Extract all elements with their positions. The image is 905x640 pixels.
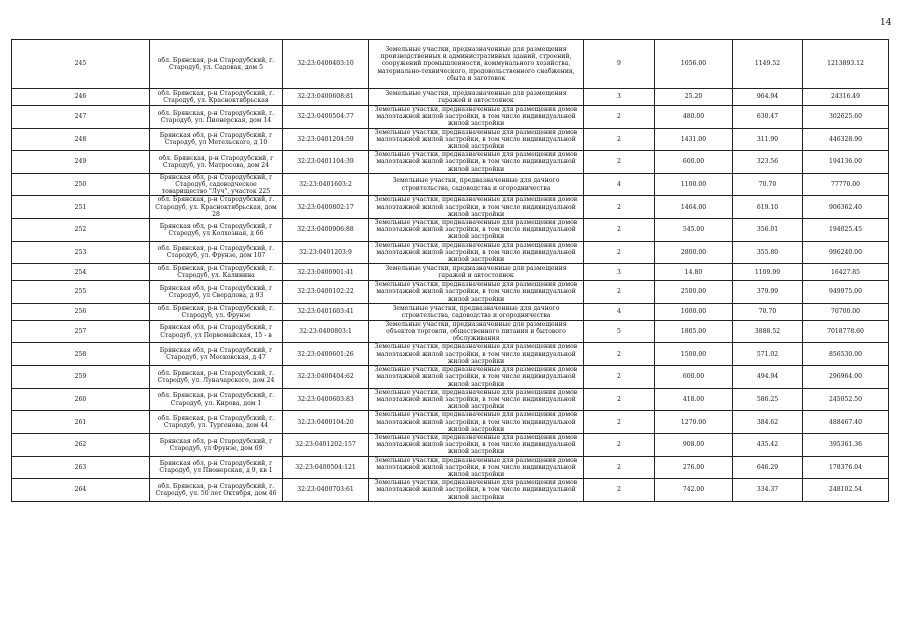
row-number-cell: 254 <box>12 264 150 281</box>
row-number-cell: 262 <box>12 433 150 456</box>
group-cell: 2 <box>584 411 655 434</box>
cadastral-number-cell: 32:23:0400603:83 <box>283 388 369 411</box>
cadastral-number-cell: 32:23:0400703:61 <box>283 479 369 502</box>
row-number-cell: 252 <box>12 219 150 242</box>
row-number-cell: 251 <box>12 196 150 219</box>
table-row <box>12 264 889 281</box>
row-number-cell: 260 <box>12 388 150 411</box>
cadastral-number-cell: 32:23:0401603:2 <box>283 173 369 196</box>
cadastral-value-cell: 1213893.12 <box>803 40 889 89</box>
address-cell: Брянская обл, р-н Стародубский, г Стародуб, ул Свердлова, д 93 <box>150 281 283 304</box>
specific-value-cell: 356.01 <box>733 219 803 242</box>
land-use-cell: Земельные участки, предназначенные для размещения домов малоэтажной жилой застройки, в том числе индивидуальной жилой застройки <box>369 343 584 366</box>
area-cell: 2500.00 <box>655 281 733 304</box>
area-cell: 1270.00 <box>655 411 733 434</box>
area-cell: 14.80 <box>655 264 733 281</box>
cadastral-number-cell: 32:23:0401603:41 <box>283 303 369 320</box>
cadastral-value-cell: 906362.40 <box>803 196 889 219</box>
land-use-cell: Земельные участки, предназначенные для размещения домов малоэтажной жилой застройки, в том числе индивидуальной жилой застройки <box>369 241 584 264</box>
area-cell: 418.00 <box>655 388 733 411</box>
area-cell: 908.00 <box>655 433 733 456</box>
address-cell: Брянская обл, р-н Стародубский, г Стародуб, садоводческое товарищество "Луч", участок 225 <box>150 173 283 196</box>
address-cell: обл. Брянская, р-н Стародубский, г. Стародуб, ул. Луначарского, дом 24 <box>150 366 283 389</box>
table-row <box>12 303 889 320</box>
cadastral-number-cell: 32:23:0400404:62 <box>283 366 369 389</box>
table-body <box>12 40 889 502</box>
row-number-cell: 264 <box>12 479 150 502</box>
specific-value-cell: 494.94 <box>733 366 803 389</box>
land-use-cell: Земельные участки, предназначенные для дачного строительства, садоводства и огородничества <box>369 173 584 196</box>
specific-value-cell: 435.42 <box>733 433 803 456</box>
specific-value-cell: 70.70 <box>733 173 803 196</box>
area-cell: 1805.00 <box>655 320 733 343</box>
land-use-cell: Земельные участки, предназначенные для размещения домов малоэтажной жилой застройки, в том числе индивидуальной жилой застройки <box>369 128 584 151</box>
address-cell: Брянская обл, р-н Стародубский, г Стародуб, ул Фрунзе, дом 69 <box>150 433 283 456</box>
address-cell: обл. Брянская, р-н Стародубский, г. Стародуб, ул. Красноктябрьская <box>150 89 283 106</box>
row-number-cell: 257 <box>12 320 150 343</box>
land-use-cell: Земельные участки, предназначенные для размещения домов малоэтажной жилой застройки, в том числе индивидуальной жилой застройки <box>369 196 584 219</box>
cadastral-number-cell: 32:23:0400104:20 <box>283 411 369 434</box>
table-row <box>12 456 889 479</box>
row-number-cell: 247 <box>12 106 150 129</box>
land-use-cell: Земельные участки, предназначенные для размещения домов малоэтажной жилой застройки, в том числе индивидуальной жилой застройки <box>369 388 584 411</box>
cadastral-value-cell: 446328.90 <box>803 128 889 151</box>
address-cell: обл. Брянская, р-н Стародубский, г. Стародуб, ул. Садовая, дом 5 <box>150 40 283 89</box>
specific-value-cell: 571.02 <box>733 343 803 366</box>
row-number-cell: 250 <box>12 173 150 196</box>
specific-value-cell: 619.10 <box>733 196 803 219</box>
row-number-cell: 253 <box>12 241 150 264</box>
cadastral-number-cell: 32:23:0401202:157 <box>283 433 369 456</box>
land-use-cell: Земельные участки, предназначенные для размещения домов малоэтажной жилой застройки, в том числе индивидуальной жилой застройки <box>369 433 584 456</box>
specific-value-cell: 3888.52 <box>733 320 803 343</box>
row-number-cell: 248 <box>12 128 150 151</box>
cadastral-number-cell: 32:23:0400504:121 <box>283 456 369 479</box>
group-cell: 2 <box>584 343 655 366</box>
specific-value-cell: 646.29 <box>733 456 803 479</box>
specific-value-cell: 311.90 <box>733 128 803 151</box>
address-cell: обл. Брянская, р-н Стародубский, г. Стародуб, ул. Фрунзе, дом 107 <box>150 241 283 264</box>
table-row <box>12 89 889 106</box>
group-cell: 2 <box>584 388 655 411</box>
row-number-cell: 261 <box>12 411 150 434</box>
address-cell: Брянская обл, р-н Стародубский, г Стародуб, ул Первомайская, 15 - в <box>150 320 283 343</box>
table-row <box>12 40 889 89</box>
table-row <box>12 241 889 264</box>
table-row <box>12 151 889 174</box>
land-use-cell: Земельные участки, предназначенные для размещения домов малоэтажной жилой застройки, в том числе индивидуальной жилой застройки <box>369 411 584 434</box>
cadastral-value-cell: 194025.45 <box>803 219 889 242</box>
cadastral-number-cell: 32:23:0400608:81 <box>283 89 369 106</box>
specific-value-cell: 1149.52 <box>733 40 803 89</box>
table-row <box>12 433 889 456</box>
cadastral-value-cell: 949975.00 <box>803 281 889 304</box>
group-cell: 9 <box>584 40 655 89</box>
area-cell: 2800.00 <box>655 241 733 264</box>
group-cell: 3 <box>584 89 655 106</box>
specific-value-cell: 630.47 <box>733 106 803 129</box>
area-cell: 742.00 <box>655 479 733 502</box>
specific-value-cell: 70.70 <box>733 303 803 320</box>
specific-value-cell: 586.25 <box>733 388 803 411</box>
cadastral-number-cell: 32:23:0400403:10 <box>283 40 369 89</box>
table-row <box>12 411 889 434</box>
row-number-cell: 245 <box>12 40 150 89</box>
table-row <box>12 196 889 219</box>
land-use-cell: Земельные участки, предназначенные для размещения гаражей и автостоянок <box>369 89 584 106</box>
specific-value-cell: 379.99 <box>733 281 803 304</box>
cadastral-value-cell: 395361.36 <box>803 433 889 456</box>
address-cell: обл. Брянская, р-н Стародубский, г. Стародуб, ул. Красноктябрьская, дом 28 <box>150 196 283 219</box>
table-row <box>12 388 889 411</box>
group-cell: 2 <box>584 196 655 219</box>
area-cell: 1056.00 <box>655 40 733 89</box>
area-cell: 480.00 <box>655 106 733 129</box>
table-row <box>12 479 889 502</box>
land-use-cell: Земельные участки, предназначенные для размещения производственных и административных зданий, строений, сооружений промышленности, коммунального хозяйства, материально-технического, продовольственного снабжения, сбыта и заготовок <box>369 40 584 89</box>
group-cell: 2 <box>584 219 655 242</box>
cadastral-value-cell: 302625.60 <box>803 106 889 129</box>
group-cell: 4 <box>584 173 655 196</box>
group-cell: 2 <box>584 151 655 174</box>
area-cell: 1100.00 <box>655 173 733 196</box>
specific-value-cell: 1109.99 <box>733 264 803 281</box>
specific-value-cell: 964.94 <box>733 89 803 106</box>
area-cell: 1431.00 <box>655 128 733 151</box>
cadastral-value-cell: 24316.49 <box>803 89 889 106</box>
cadastral-number-cell: 32:23:0400803:1 <box>283 320 369 343</box>
table-row <box>12 320 889 343</box>
cadastral-number-cell: 32:23:0400504:77 <box>283 106 369 129</box>
address-cell: обл. Брянская, р-н Стародубский, г. Стародуб, ул. Кирова, дом 1 <box>150 388 283 411</box>
table-row <box>12 128 889 151</box>
table-row <box>12 219 889 242</box>
address-cell: обл. Брянская, р-н Стародубский, г Стародуб, ул. Матросова, дом 24 <box>150 151 283 174</box>
cadastral-number-cell: 32:23:0400802:17 <box>283 196 369 219</box>
cadastral-number-cell: 32:23:0400906:88 <box>283 219 369 242</box>
cadastral-value-cell: 488467.40 <box>803 411 889 434</box>
group-cell: 2 <box>584 241 655 264</box>
land-use-cell: Земельные участки, предназначенные для размещения домов малоэтажной жилой застройки, в том числе индивидуальной жилой застройки <box>369 456 584 479</box>
area-cell: 1500.00 <box>655 343 733 366</box>
cadastral-number-cell: 32:23:0400601:26 <box>283 343 369 366</box>
table-row <box>12 281 889 304</box>
table-row <box>12 343 889 366</box>
specific-value-cell: 323.56 <box>733 151 803 174</box>
group-cell: 5 <box>584 320 655 343</box>
row-number-cell: 255 <box>12 281 150 304</box>
cadastral-value-cell: 178376.04 <box>803 456 889 479</box>
specific-value-cell: 334.37 <box>733 479 803 502</box>
row-number-cell: 249 <box>12 151 150 174</box>
specific-value-cell: 355.80 <box>733 241 803 264</box>
cadastral-number-cell: 32:23:0401204:59 <box>283 128 369 151</box>
group-cell: 3 <box>584 264 655 281</box>
cadastral-value-cell: 7018778.60 <box>803 320 889 343</box>
land-use-cell: Земельные участки, предназначенные для размещения домов малоэтажной жилой застройки, в том числе индивидуальной жилой застройки <box>369 106 584 129</box>
address-cell: Брянская обл, р-н Стародубский, г Стародуб, ул Колхозная, д 66 <box>150 219 283 242</box>
address-cell: Брянская обл, р-н Стародубский, г Стародуб, ул Пионерская, д 9, кв 1 <box>150 456 283 479</box>
address-cell: Брянская обл, р-н Стародубский, г Стародуб, ул Московская, д 47 <box>150 343 283 366</box>
area-cell: 25.20 <box>655 89 733 106</box>
group-cell: 2 <box>584 366 655 389</box>
address-cell: обл. Брянская, р-н Стародубский, г. Стародуб, ул. Тургенева, дом 44 <box>150 411 283 434</box>
land-use-cell: Земельные участки, предназначенные для размещения гаражей и автостоянок <box>369 264 584 281</box>
cadastral-number-cell: 32:23:0401203:9 <box>283 241 369 264</box>
row-number-cell: 246 <box>12 89 150 106</box>
land-plots-table <box>11 39 889 502</box>
area-cell: 276.00 <box>655 456 733 479</box>
land-use-cell: Земельные участки, предназначенные для размещения объектов торговли, общественного питания и бытового обслуживания <box>369 320 584 343</box>
group-cell: 2 <box>584 479 655 502</box>
group-cell: 4 <box>584 303 655 320</box>
land-use-cell: Земельные участки, предназначенные для дачного строительства, садоводства и огородничества <box>369 303 584 320</box>
cadastral-value-cell: 245052.50 <box>803 388 889 411</box>
area-cell: 600.00 <box>655 151 733 174</box>
land-use-cell: Земельные участки, предназначенные для размещения домов малоэтажной жилой застройки, в том числе индивидуальной жилой застройки <box>369 151 584 174</box>
cadastral-value-cell: 77770.00 <box>803 173 889 196</box>
area-cell: 545.00 <box>655 219 733 242</box>
address-cell: обл. Брянская, р-н Стародубский, г. Стародуб, ул. Пионерская, дом 14 <box>150 106 283 129</box>
cadastral-value-cell: 70700.00 <box>803 303 889 320</box>
group-cell: 2 <box>584 281 655 304</box>
row-number-cell: 259 <box>12 366 150 389</box>
cadastral-value-cell: 856530.00 <box>803 343 889 366</box>
cadastral-value-cell: 296964.00 <box>803 366 889 389</box>
table-row <box>12 173 889 196</box>
cadastral-number-cell: 32:23:0400102:22 <box>283 281 369 304</box>
address-cell: обл. Брянская, р-н Стародубский, г. Стародуб, ул. 50 лет Октября, дом 46 <box>150 479 283 502</box>
cadastral-value-cell: 248102.54 <box>803 479 889 502</box>
area-cell: 1464.00 <box>655 196 733 219</box>
cadastral-value-cell: 996240.00 <box>803 241 889 264</box>
address-cell: обл. Брянская, р-н Стародубский, г. Стародуб, ул. Калинина <box>150 264 283 281</box>
table-row <box>12 366 889 389</box>
group-cell: 2 <box>584 433 655 456</box>
row-number-cell: 263 <box>12 456 150 479</box>
group-cell: 2 <box>584 106 655 129</box>
address-cell: обл. Брянская, р-н Стародубский, г. Стародуб, ул. Фрунзе <box>150 303 283 320</box>
cadastral-value-cell: 194136.00 <box>803 151 889 174</box>
group-cell: 2 <box>584 456 655 479</box>
area-cell: 600.00 <box>655 366 733 389</box>
row-number-cell: 258 <box>12 343 150 366</box>
land-use-cell: Земельные участки, предназначенные для размещения домов малоэтажной жилой застройки, в том числе индивидуальной жилой застройки <box>369 281 584 304</box>
cadastral-number-cell: 32:23:0401104:39 <box>283 151 369 174</box>
address-cell: Брянская обл, р-н Стародубский, г Стародуб, ул Метельского, д 10 <box>150 128 283 151</box>
land-use-cell: Земельные участки, предназначенные для размещения домов малоэтажной жилой застройки, в том числе индивидуальной жилой застройки <box>369 219 584 242</box>
land-use-cell: Земельные участки, предназначенные для размещения домов малоэтажной жилой застройки, в том числе индивидуальной жилой застройки <box>369 479 584 502</box>
land-use-cell: Земельные участки, предназначенные для размещения домов малоэтажной жилой застройки, в том числе индивидуальной жилой застройки <box>369 366 584 389</box>
area-cell: 1000.00 <box>655 303 733 320</box>
page-number: 14 <box>880 18 892 28</box>
group-cell: 2 <box>584 128 655 151</box>
specific-value-cell: 384.62 <box>733 411 803 434</box>
cadastral-value-cell: 16427.85 <box>803 264 889 281</box>
row-number-cell: 256 <box>12 303 150 320</box>
table-row <box>12 106 889 129</box>
cadastral-number-cell: 32:23:0400901:41 <box>283 264 369 281</box>
